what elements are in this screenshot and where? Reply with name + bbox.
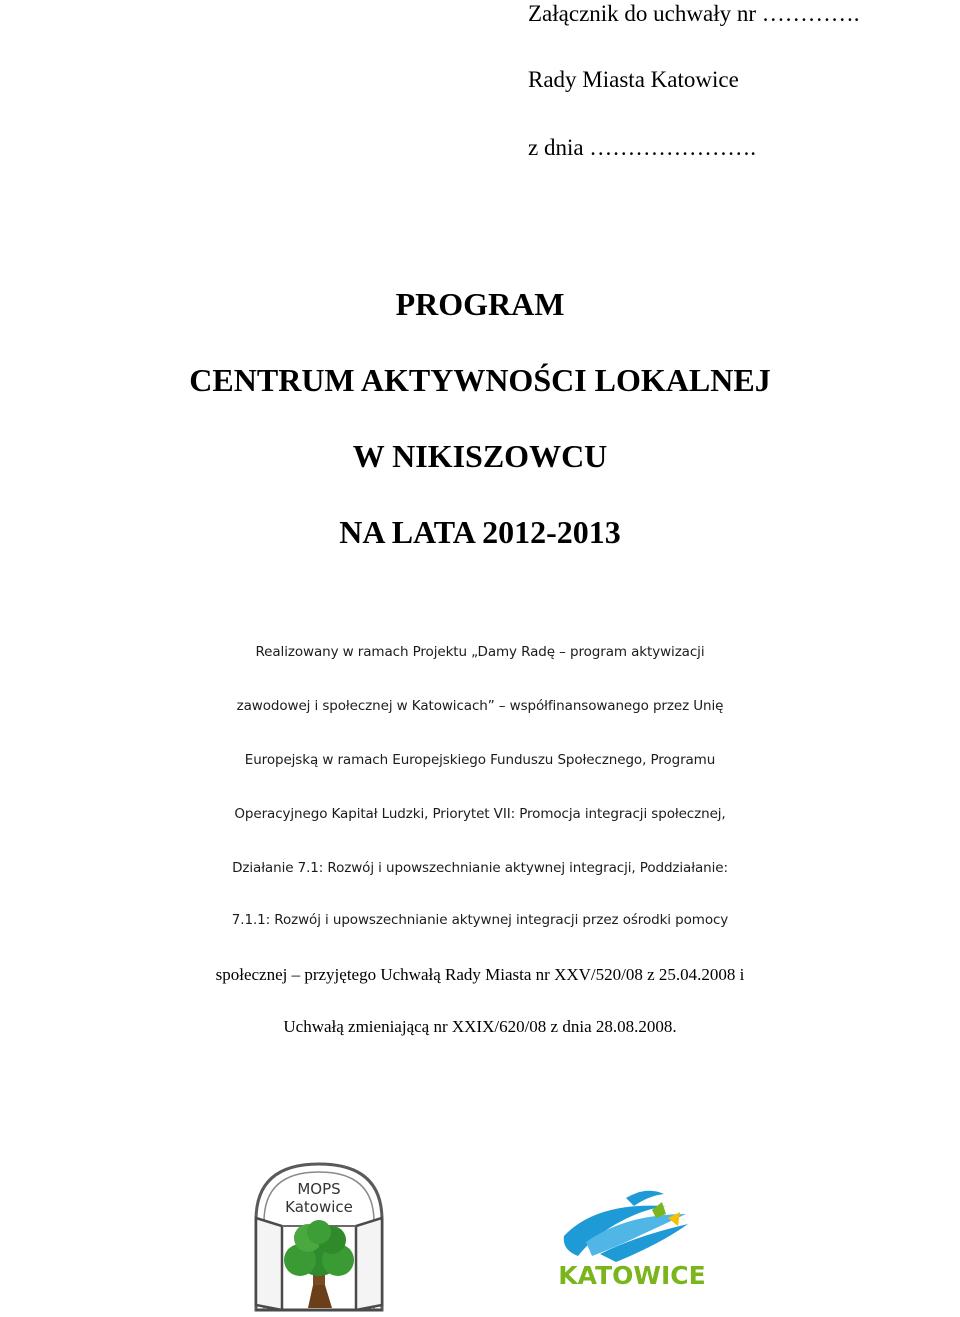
title-line4: NA LATA 2012-2013	[339, 514, 621, 550]
description-line3: Europejską w ramach Europejskiego Funduszu Społecznego, Programu	[244, 752, 716, 768]
description-line5: Działanie 7.1: Rozwój i upowszechnianie aktywnej integracji, Poddziałanie:	[232, 860, 728, 876]
description-line4: Operacyjnego Kapitał Ludzki, Priorytet VII: Promocja integracji społecznej,	[234, 806, 726, 822]
description-line7: społecznej – przyjętego Uchwałą Rady Miasta nr XXV/520/08 z 25.04.2008 i	[215, 965, 745, 984]
katowice-wordmark: KATOWICE	[558, 1261, 706, 1290]
description-line2: zawodowej i społecznej w Katowicach” – współfinansowanego przez Unię	[236, 698, 724, 714]
title-line2: CENTRUM AKTYWNOŚCI LOKALNEJ	[189, 362, 771, 398]
mops-katowice-logo	[250, 1160, 388, 1315]
description-line1: Realizowany w ramach Projektu „Damy Radę – program aktywizacji	[255, 644, 705, 660]
katowice-city-logo	[556, 1184, 708, 1290]
title-line3: W NIKISZOWCU	[352, 438, 608, 474]
description-line8: Uchwałą zmieniającą nr XXIX/620/08 z dnia 28.08.2008.	[283, 1017, 677, 1036]
annex-header-line1: Załącznik do uchwały nr ………….	[528, 1, 860, 26]
annex-header-line2: Rady Miasta Katowice	[528, 67, 739, 92]
mops-city-label: Katowice	[285, 1198, 353, 1216]
description-line6: 7.1.1: Rozwój i upowszechnianie aktywnej integracji przez ośrodki pomocy	[231, 912, 729, 928]
ufo-swoosh-icon	[564, 1191, 688, 1262]
title-line1: PROGRAM	[395, 286, 565, 322]
annex-header-line3: z dnia ………………….	[528, 135, 757, 160]
mops-label: MOPS	[297, 1180, 341, 1198]
